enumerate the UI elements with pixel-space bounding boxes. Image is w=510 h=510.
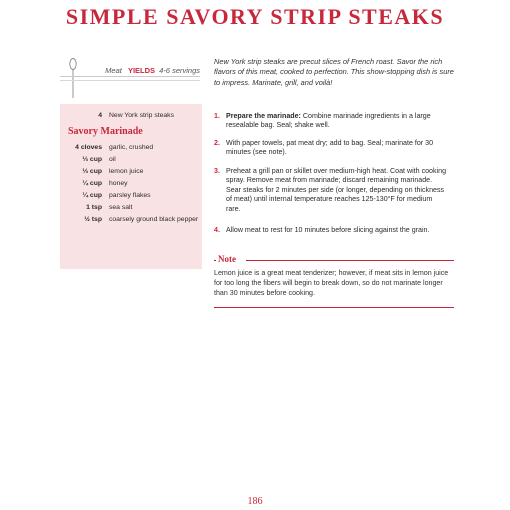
yields-value: 4-6 servings [159,66,200,75]
ingredient-name: New York strip steaks [109,112,174,119]
page-number: 186 [247,496,263,507]
recipe-intro: New York strip steaks are precut slices of French roast. Savor the rich flavors of this meat, cooked to perfection. This show-stopping dish is sure to impress. Marinate, grill, and voilà! [214,57,454,87]
step-text: Allow meat to rest for 10 minutes before slicing against the grain. [226,226,430,234]
category-rule-secondary [60,80,200,81]
ingredient-name: garlic, crushed [109,144,154,151]
ingredient-name: sea salt [109,204,133,211]
step-body: Combine marinade ingredients in a large resealable bag. Seal; shake well. [226,112,431,130]
category-line [60,66,200,75]
ingredient-amount: 1 tsp [86,204,102,211]
ingredient-amount: ¼ cup [82,180,102,187]
ingredient-amount: 4 [98,112,102,119]
step-text [226,112,448,131]
recipe-title: SIMPLE SAVORY STRIP STEAKS [65,4,445,29]
ingredient-name: oil [109,156,116,163]
note-bottom-rule [214,307,454,308]
ingredient-amount: ⅓ cup [82,156,102,163]
ingredient-name: honey [109,180,128,187]
ingredient-amount: ½ tsp [84,216,102,223]
yields-label: YIELDS [127,66,156,75]
note-top-rule [214,260,454,261]
step-text: Preheat a grill pan or skillet over medium-high heat. Coat with cooking spray. Remove meat from marinade; discard remaining marinade. Sear steaks for 2 minutes per side (or longer, depending on thickness of meat) until internal temperature reaches 125-130°F for medium rare. [226,167,447,213]
ingredient-amount: ⅓ cup [82,168,102,175]
step-number: 2. [214,139,220,147]
category-label: Meat [105,66,122,75]
step-text: With paper towels, pat meat dry; add to bag. Seal; marinate for 30 minutes (see note). [226,139,434,157]
note-heading: Note [218,254,236,264]
ingredients-panel [60,104,202,269]
spoon-icon [66,58,80,100]
ingredient-amount: 4 cloves [75,144,102,151]
step-number: 4. [214,226,220,234]
step-number: 3. [214,167,220,175]
ingredient-name: coarsely ground black pepper [109,216,199,223]
step-number: 1. [214,112,220,120]
ingredient-amount: ¼ cup [82,192,102,199]
ingredient-name: parsley flakes [109,192,151,199]
ingredient-name: lemon juice [109,168,144,175]
step-lead: Prepare the marinade: [226,112,301,120]
category-rule [60,76,200,77]
note-text: Lemon juice is a great meat tenderizer; however, if meat sits in lemon juice for too long the fibers will begin to break down, so do not marinate longer than 30 minutes before cooking. [214,269,449,297]
marinade-heading: Savory Marinade [68,126,143,137]
